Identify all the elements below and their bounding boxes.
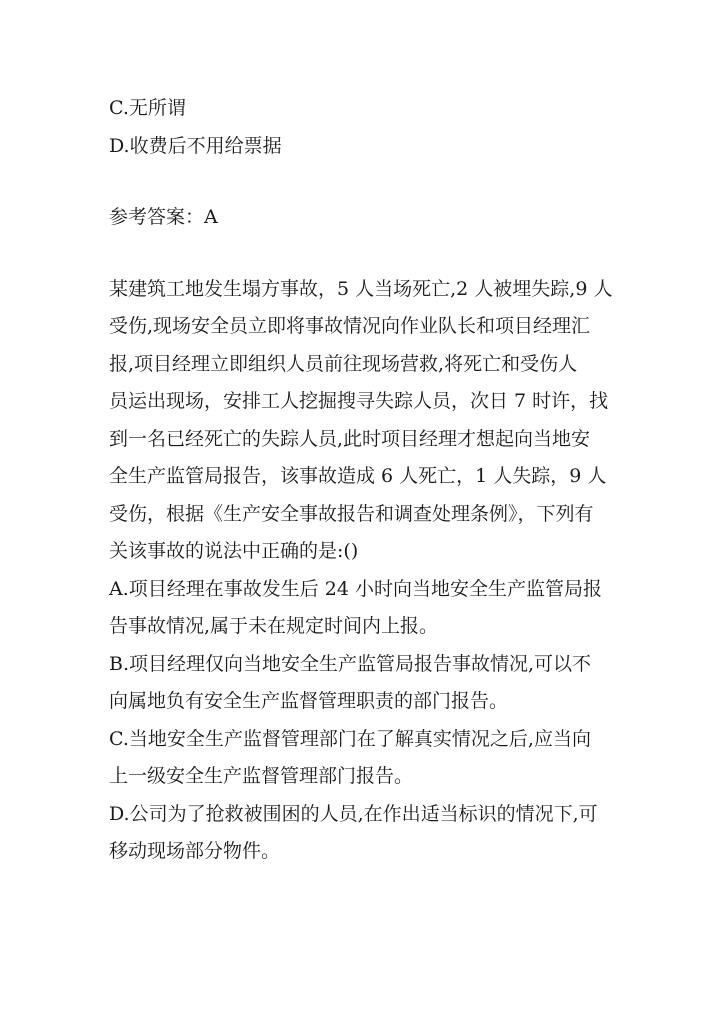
stem-line: 受伤,现场安全员立即将事故情况向作业队长和项目经理汇 — [109, 315, 591, 337]
spacer — [109, 237, 619, 271]
option-line: 告事故情况,属于未在规定时间内上报。 — [109, 615, 439, 637]
option-line: A.项目经理在事故发生后 24 小时向当地安全生产监管局报 — [109, 577, 603, 600]
option-line: C.当地安全生产监督管理部门在了解真实情况之后,应当向 — [109, 727, 591, 750]
document-content — [109, 90, 619, 871]
stem-line: 员运出现场，安排工人挖掘搜寻失踪人员，次日 7 时许，找 — [109, 390, 609, 412]
stem-line: 报,项目经理立即组织人员前往现场营救,将死亡和受伤人 — [109, 352, 578, 375]
option-b — [109, 646, 619, 721]
option-line: 移动现场部分物件。 — [109, 840, 281, 862]
option-c — [109, 721, 619, 796]
prev-option-d: D.收费后不用给票据 — [109, 134, 282, 157]
stem-line: 到一名已经死亡的失踪人员,此时项目经理才想起向当地安 — [109, 427, 591, 450]
question-stem — [109, 271, 619, 571]
stem-line: 某建筑工地发生塌方事故，5 人当场死亡,2 人被埋失踪,9 人 — [109, 277, 613, 300]
option-line: B.项目经理仅向当地安全生产监管局报告事故情况,可以不 — [109, 652, 592, 675]
prev-option-c: C.无所谓 — [109, 97, 186, 119]
option-a — [109, 571, 619, 646]
option-line: D.公司为了抢救被围困的人员,在作出适当标识的情况下,可 — [109, 802, 598, 825]
option-line: 上一级安全生产监督管理部门报告。 — [109, 765, 414, 787]
stem-line: 全生产监管局报告，该事故造成 6 人死亡，1 人失踪，9 人 — [109, 465, 607, 487]
reference-answer: 参考答案：A — [109, 206, 218, 228]
spacer — [109, 165, 619, 199]
stem-line: 受伤，根据《生产安全事故报告和调查处理条例》，下列有 — [109, 502, 594, 525]
option-d — [109, 796, 619, 871]
option-line: 向属地负有安全生产监督管理职责的部门报告。 — [109, 690, 509, 712]
stem-line: 关该事故的说法中正确的是:() — [109, 540, 359, 562]
